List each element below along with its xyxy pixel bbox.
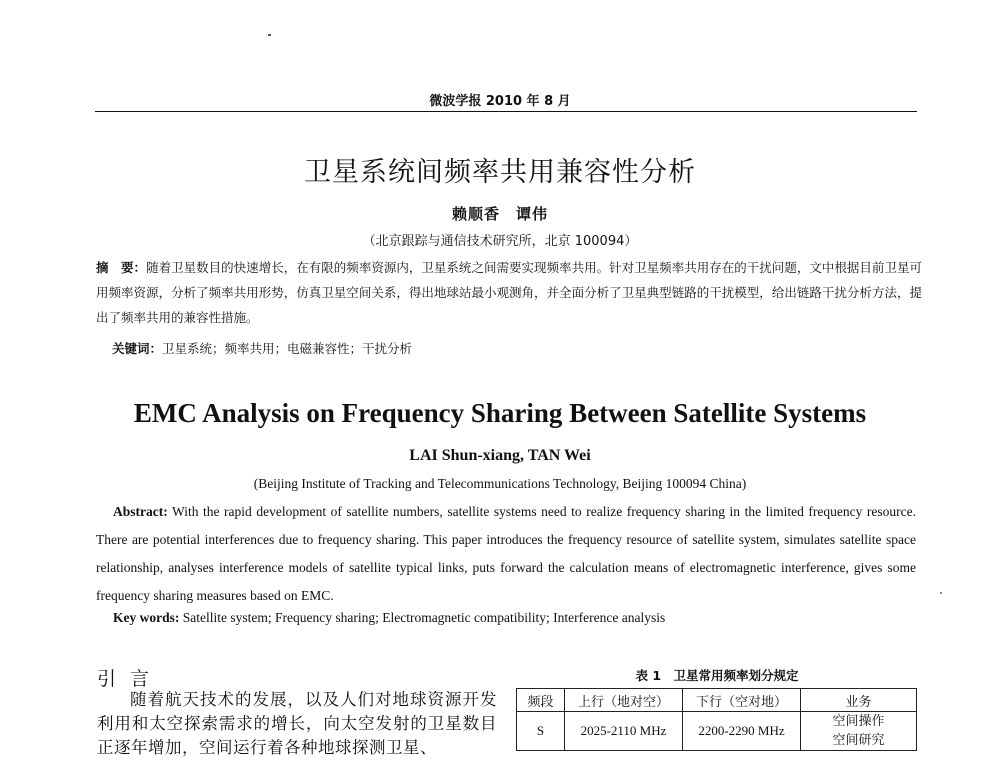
scan-speck-right (940, 592, 942, 594)
table-cell-downlink: 2200-2290 MHz (683, 712, 801, 751)
english-affiliation: (Beijing Institute of Tracking and Telecommunications Technology, Beijing 100094 China) (253, 476, 747, 491)
section-heading-introduction: 引 言 (97, 668, 154, 690)
table-cell-band: S (517, 712, 565, 751)
chinese-abstract-label: 摘 要： (96, 260, 147, 275)
chinese-abstract-text: 随着卫星数目的快速增长，在有限的频率资源内，卫星系统之间需要实现频率共用。针对卫星频率共用存在的干扰问题，文中根据目前卫星可用频率资源，分析了频率共用形势，仿真卫星空间关系，得出地球站最小观测角，并全面分析了卫星典型链路的干扰模型，给出链路干扰分析方法，提出了频率共用的兼容性措施。 (96, 260, 922, 325)
english-keywords-text: Satellite system; Frequency sharing; Electromagnetic compatibility; Interference analysis (179, 610, 666, 625)
frequency-table (516, 688, 917, 751)
english-abstract-text: With the rapid development of satellite numbers, satellite systems need to realize frequency sharing in the limited frequency resource. There are potential interferences due to frequency sharing. This paper introduces the frequency resource of satellite system, simulates satellite space relationship, analyses interference models of satellite typical links, puts forward the calculation means of electromagnetic interference, gives some frequency sharing measures based on EMC. (96, 504, 916, 603)
chinese-keywords (112, 339, 412, 357)
table-header-cell: 频段 (517, 689, 565, 712)
service-line: 空间研究 (832, 733, 885, 748)
english-keywords (113, 610, 665, 626)
chinese-affiliation: （北京跟踪与通信技术研究所，北京 100094） (362, 234, 638, 249)
header-rule (95, 111, 917, 112)
introduction-paragraph: 随着航天技术的发展，以及人们对地球资源开发利用和太空探索需求的增长，向太空发射的卫星数目正逐年增加，空间运行着各种地球探测卫星、 (97, 690, 497, 757)
chinese-title: 卫星系统间频率共用兼容性分析 (304, 157, 696, 188)
english-title: EMC Analysis on Frequency Sharing Between Satellite Systems (133, 398, 867, 428)
table-header-cell: 上行（地对空） (565, 689, 683, 712)
english-abstract (96, 498, 916, 610)
chinese-authors: 赖顺香 谭伟 (451, 205, 548, 223)
english-abstract-label: Abstract: (113, 504, 168, 519)
chinese-keywords-label: 关键词： (112, 341, 163, 356)
chinese-keywords-text: 卫星系统；频率共用；电磁兼容性；干扰分析 (162, 341, 413, 356)
table-row (517, 712, 917, 751)
table-header-cell: 业务 (801, 689, 917, 712)
chinese-abstract (96, 255, 922, 330)
service-line: 空间操作 (832, 714, 885, 729)
table-cell-service (801, 712, 917, 751)
table-header-cell: 下行（空对地） (683, 689, 801, 712)
english-keywords-label: Key words: (113, 610, 180, 625)
scan-speck (268, 34, 271, 36)
table-cell-uplink: 2025-2110 MHz (565, 712, 683, 751)
english-authors: LAI Shun-xiang, TAN Wei (409, 447, 591, 464)
table-caption: 表 1 卫星常用频率划分规定 (635, 668, 799, 683)
table-header-row (517, 689, 917, 712)
running-head: 微波学报 2010 年 8 月 (429, 94, 571, 109)
